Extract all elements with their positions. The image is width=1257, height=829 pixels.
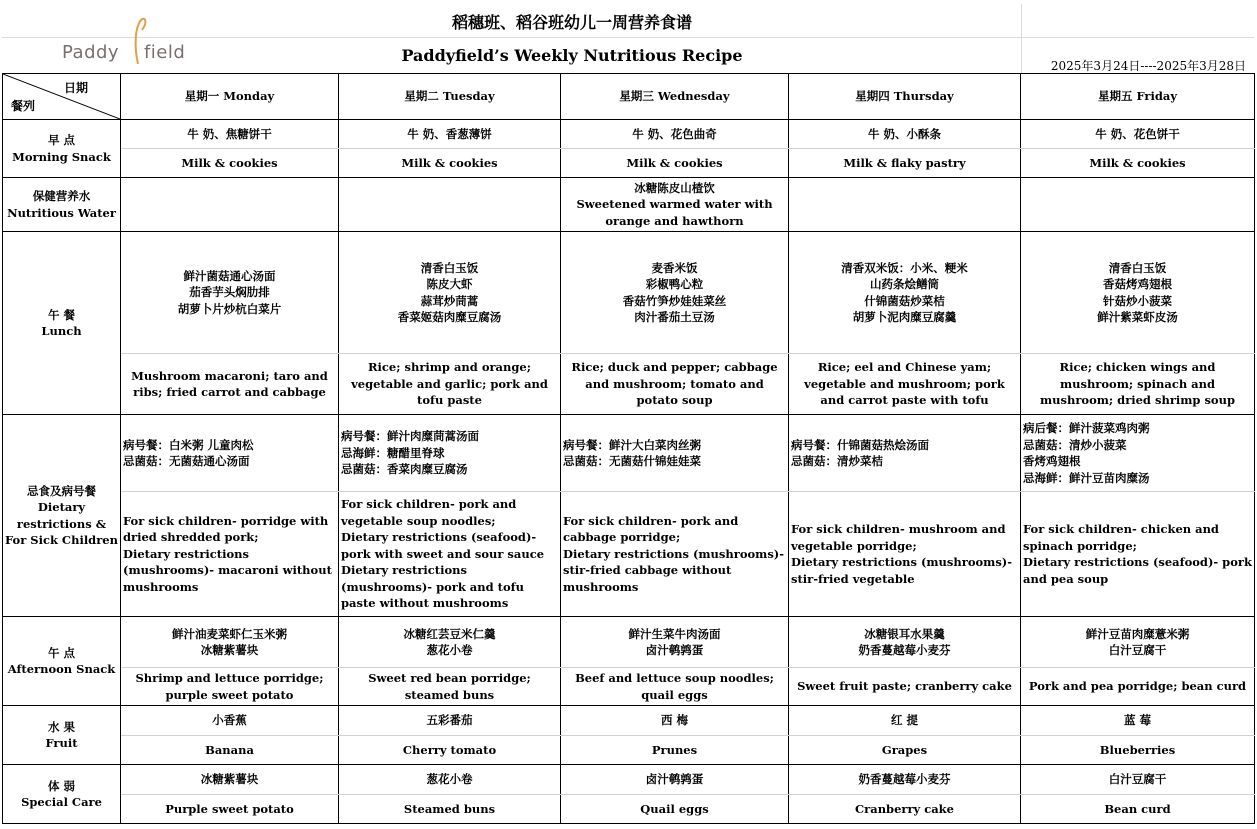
menu-cell-cn: 葱花小卷 [339, 765, 561, 795]
row-label: 早 点 Morning Snack [3, 120, 121, 178]
day-header: 星期二 Tuesday [339, 74, 561, 120]
day-header: 星期三 Wednesday [561, 74, 789, 120]
menu-cell-cn: 奶香蔓越莓小麦芬 [789, 765, 1021, 795]
menu-cell-cn: 病号餐：什锦菌菇热烩汤面 忌菌菇：清炒菜桔 [789, 415, 1021, 492]
row-label: 午 餐 Lunch [3, 232, 121, 415]
meal-label: 餐列 [11, 98, 36, 113]
menu-cell-cn: 清香双米饭：小米、粳米 山药条烩鳝筒 什锦菌菇炒菜桔 胡萝卜泥肉糜豆腐羹 [789, 232, 1021, 354]
menu-cell-cn: 病号餐：鲜汁大白菜肉丝粥 忌菌菇：无菌菇什锦娃娃菜 [561, 415, 789, 492]
menu-cell-en: Rice; chicken wings and mushroom; spinach and mushroom; dried shrimp soup [1021, 354, 1255, 415]
menu-cell-en: Beef and lettuce soup noodles; quail eggs [561, 668, 789, 706]
logo-wordmark: Paddy field [62, 42, 186, 63]
menu-cell-en: Milk & cookies [121, 149, 339, 178]
menu-cell [339, 178, 561, 232]
sheet-header [2, 4, 1254, 73]
lunch-row [3, 232, 1255, 354]
menu-cell-cn: 冰糖银耳水果羹 奶香蔓越莓小麦芬 [789, 617, 1021, 668]
menu-cell-en: Milk & cookies [1021, 149, 1255, 178]
menu-cell-cn: 清香白玉饭 香菇烤鸡翅根 针菇炒小菠菜 鲜汁紫菜虾皮汤 [1021, 232, 1255, 354]
menu-cell-cn: 牛 奶、香葱薄饼 [339, 120, 561, 149]
menu-cell-en: Prunes [561, 736, 789, 765]
menu-cell-cn: 五彩番茄 [339, 706, 561, 736]
menu-cell-en: Steamed buns [339, 795, 561, 824]
day-header: 星期一 Monday [121, 74, 339, 120]
menu-cell-cn: 牛 奶、小酥条 [789, 120, 1021, 149]
menu-cell-cn: 清香白玉饭 陈皮大虾 蒜茸炒茼蒿 香菜姬菇肉糜豆腐汤 [339, 232, 561, 354]
menu-cell-en: Pork and pea porridge; bean curd [1021, 668, 1255, 706]
special-care-en-row [3, 795, 1255, 824]
menu-cell-en: Milk & cookies [339, 149, 561, 178]
row-label: 保健营养水 Nutritious Water [3, 178, 121, 232]
menu-cell-cn: 牛 奶、花色曲奇 [561, 120, 789, 149]
nutritious-water-row [3, 178, 1255, 232]
menu-cell-en: For sick children- chicken and spinach porridge; Dietary restrictions (seafood)- pork and pea soup [1021, 492, 1255, 617]
date-range: 2025年3月24日----2025年3月28日 [1050, 59, 1246, 73]
special-diet-row [3, 415, 1255, 492]
day-header: 星期五 Friday [1021, 74, 1255, 120]
row-label: 水 果 Fruit [3, 706, 121, 765]
row-label: 体 弱 Special Care [3, 765, 121, 824]
menu-cell [789, 178, 1021, 232]
menu-cell-cn: 小香蕉 [121, 706, 339, 736]
menu-cell-en: For sick children- pork and vegetable soup noodles; Dietary restrictions (seafood)- pork with sweet and sour sauce Dietary restrictions (mushrooms)- pork and tofu paste without mushrooms [339, 492, 561, 617]
menu-cell [1021, 178, 1255, 232]
menu-cell-en: Cranberry cake [789, 795, 1021, 824]
menu-cell-cn: 病号餐：鲜汁肉糜茼蒿汤面 忌海鲜：糖醋里脊球 忌菌菇：香菜肉糜豆腐汤 [339, 415, 561, 492]
menu-cell-cn: 冰糖紫薯块 [121, 765, 339, 795]
menu-cell-cn: 红 提 [789, 706, 1021, 736]
menu-cell-cn: 鲜汁菌菇通心汤面 茄香芋头焖肋排 胡萝卜片炒杭白菜片 [121, 232, 339, 354]
menu-cell-cn: 麦香米饭 彩椒鸭心粒 香菇竹笋炒娃娃菜丝 肉汁番茄土豆汤 [561, 232, 789, 354]
menu-cell-en: Mushroom macaroni; taro and ribs; fried carrot and cabbage [121, 354, 339, 415]
menu-cell-en: Rice; shrimp and orange; vegetable and garlic; pork and tofu paste [339, 354, 561, 415]
menu-cell [121, 178, 339, 232]
special-care-row [3, 765, 1255, 795]
menu-cell-cn: 西 梅 [561, 706, 789, 736]
title-english: Paddyfield’s Weekly Nutritious Recipe [401, 46, 743, 65]
menu-cell-cn: 白汁豆腐干 [1021, 765, 1255, 795]
menu-cell-en: Rice; duck and pepper; cabbage and mushroom; tomato and potato soup [561, 354, 789, 415]
row-label: 午 点 Afternoon Snack [3, 617, 121, 706]
menu-cell-en: For sick children- pork and cabbage porridge; Dietary restrictions (mushrooms)- stir-fried cabbage without mushrooms [561, 492, 789, 617]
morning-snack-en-row [3, 149, 1255, 178]
fruit-en-row [3, 736, 1255, 765]
day-header: 星期四 Thursday [789, 74, 1021, 120]
morning-snack-row [3, 120, 1255, 149]
day-header-row [3, 74, 1255, 120]
menu-cell-en: For sick children- mushroom and vegetable porridge; Dietary restrictions (mushrooms)- stir-fried vegetable [789, 492, 1021, 617]
menu-cell-en: Milk & cookies [561, 149, 789, 178]
title-chinese: 稻穗班、稻谷班幼儿一周营养食谱 [451, 13, 692, 32]
menu-cell-cn: 冰糖红芸豆米仁羹 葱花小卷 [339, 617, 561, 668]
menu-cell-cn: 牛 奶、花色饼干 [1021, 120, 1255, 149]
afternoon-snack-en-row [3, 668, 1255, 706]
menu-cell-en: For sick children- porridge with dried shredded pork; Dietary restrictions (mushrooms)- macaroni without mushrooms [121, 492, 339, 617]
lunch-en-row [3, 354, 1255, 415]
menu-cell-cn: 病号餐：白米粥 儿童肉松 忌菌菇：无菌菇通心汤面 [121, 415, 339, 492]
menu-cell-en: Bean curd [1021, 795, 1255, 824]
special-diet-en-row [3, 492, 1255, 617]
menu-cell-en: Sweet red bean porridge; steamed buns [339, 668, 561, 706]
menu-cell-en: Sweet fruit paste; cranberry cake [789, 668, 1021, 706]
menu-cell-cn: 牛 奶、焦糖饼干 [121, 120, 339, 149]
menu-cell-en: Rice; eel and Chinese yam; vegetable and mushroom; pork and carrot paste with tofu [789, 354, 1021, 415]
menu-cell-en: Purple sweet potato [121, 795, 339, 824]
menu-cell-cn: 鲜汁豆苗肉糜薏米粥 白汁豆腐干 [1021, 617, 1255, 668]
menu-cell-cn: 卤汁鹌鹑蛋 [561, 765, 789, 795]
fruit-row [3, 706, 1255, 736]
menu-cell-en: Quail eggs [561, 795, 789, 824]
afternoon-snack-row [3, 617, 1255, 668]
menu-cell-en: Banana [121, 736, 339, 765]
menu-cell-cn: 鲜汁生菜牛肉汤面 卤汁鹌鹑蛋 [561, 617, 789, 668]
menu-cell-en: Shrimp and lettuce porridge; purple sweet potato [121, 668, 339, 706]
date-label: 日期 [63, 81, 88, 95]
menu-cell-en: Blueberries [1021, 736, 1255, 765]
menu-cell-cn: 鲜汁油麦菜虾仁玉米粥 冰糖紫薯块 [121, 617, 339, 668]
menu-cell-en: Milk & flaky pastry [789, 149, 1021, 178]
corner-cell [3, 74, 121, 120]
menu-cell-cn: 病后餐：鲜汁菠菜鸡肉粥 忌菌菇：清炒小菠菜 香烤鸡翅根 忌海鲜：鲜汁豆苗肉糜汤 [1021, 415, 1255, 492]
menu-cell-en: Cherry tomato [339, 736, 561, 765]
menu-cell-cn: 蓝 莓 [1021, 706, 1255, 736]
menu-cell: 冰糖陈皮山楂饮 Sweetened warmed water with orange and hawthorn [561, 178, 789, 232]
menu-cell-en: Grapes [789, 736, 1021, 765]
menu-sheet [2, 4, 1254, 824]
weekly-menu-table [2, 73, 1255, 824]
row-label: 忌食及病号餐 Dietary restrictions & For Sick Children [3, 415, 121, 617]
